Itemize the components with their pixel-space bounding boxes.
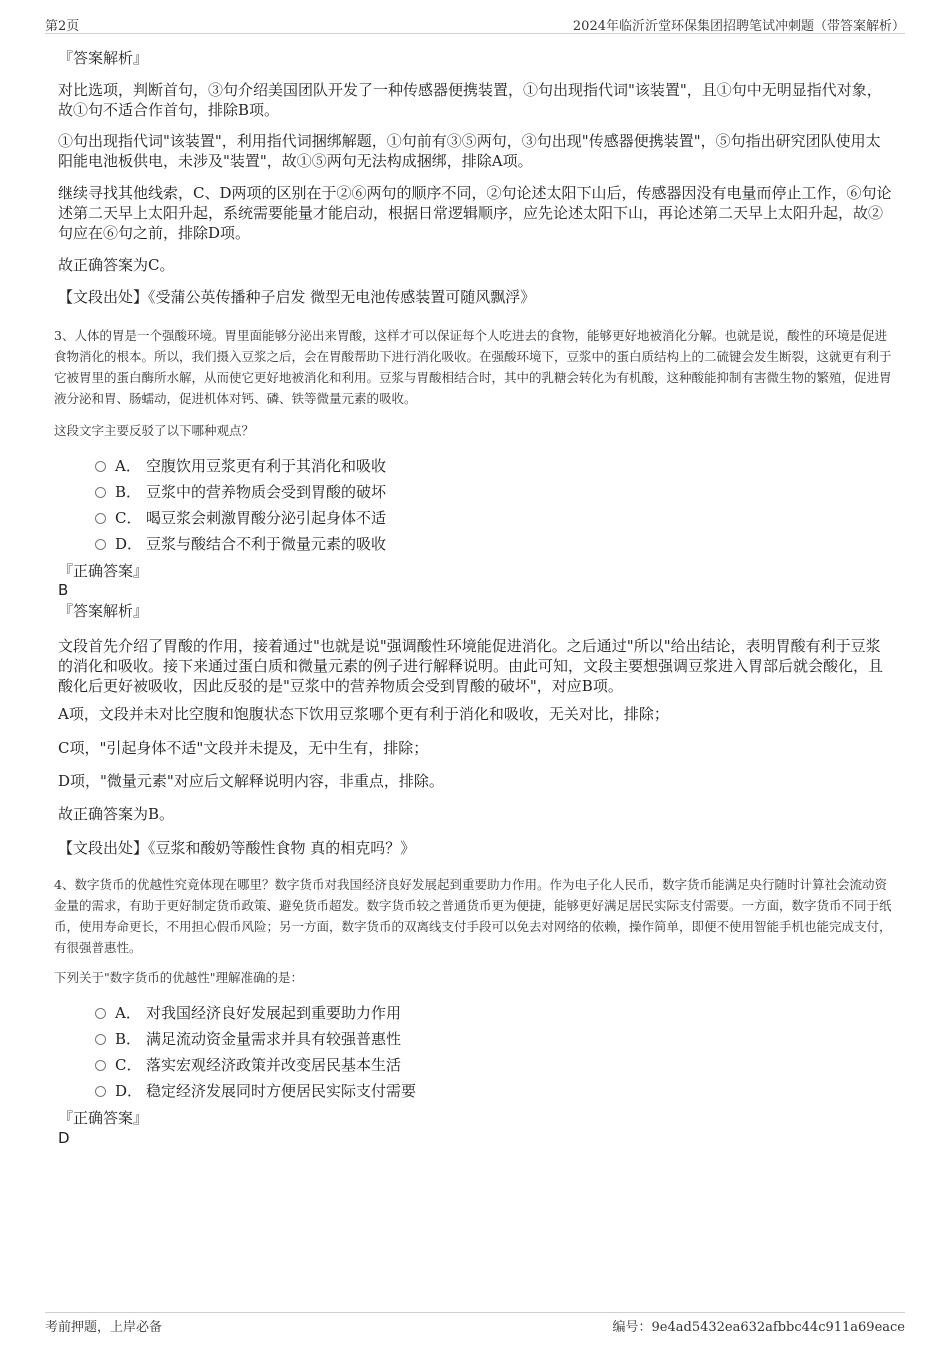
footer-slogan: 考前押题，上岸必备 <box>45 1320 163 1335</box>
question-3-option-d[interactable]: D． 豆浆与酸结合不利于微量元素的吸收 <box>95 534 386 554</box>
document-id: 编号：9e4ad5432ea632afbbc44c911a69eace <box>612 1320 905 1335</box>
question-4-option-b[interactable]: B． 满足流动资金量需求并具有较强普惠性 <box>95 1029 401 1049</box>
analysis-conclusion: 故正确答案为C。 <box>58 256 175 274</box>
analysis-label: 『答案解析』 <box>58 602 149 620</box>
radio-icon[interactable] <box>95 461 106 472</box>
radio-icon[interactable] <box>95 539 106 550</box>
radio-icon[interactable] <box>95 1034 106 1045</box>
question-3-text: 3、人体的胃是一个强酸环境。胃里面能够分泌出来胃酸，这样才可以保证每个人吃进去的食物，能够更好地被消化分解。也就是说，酸性的环境是促进食物消化的根本。所以，我们摄入豆浆之后，会在胃酸帮助下进行消化吸收。在强酸环境下，豆浆中的蛋白质结构上的二硫键会发生断裂，这就更有利于它被胃里的蛋白酶所水解，从而使它更好地被消化和利用。豆浆与胃酸相结合时，其中的乳糖会转化为有机酸，这种酸能抑制有害微生物的繁殖，促进胃液分泌和胃、肠蠕动，促进机体对钙、磷、铁等微量元素的吸收。 <box>54 328 892 406</box>
document-title: 2024年临沂沂堂环保集团招聘笔试冲刺题（带答案解析） <box>572 19 905 34</box>
question-3-option-a[interactable]: A． 空腹饮用豆浆更有利于其消化和吸收 <box>95 456 386 476</box>
analysis-paragraph: 对比选项，判断首句，③句介绍美国团队开发了一种传感器便携装置，①句出现指代词"该装置"，且①句中无明显指代对象，故①句不适合作首句，排除B项。 <box>58 81 882 119</box>
page-footer <box>45 1312 905 1339</box>
question-4-option-d[interactable]: D． 稳定经济发展同时方便居民实际支付需要 <box>95 1081 416 1101</box>
question-4-option-a[interactable]: A． 对我国经济良好发展起到重要助力作用 <box>95 1003 401 1023</box>
radio-icon[interactable] <box>95 487 106 498</box>
radio-icon[interactable] <box>95 513 106 524</box>
passage-source: 【文段出处】《受蒲公英传播种子启发 微型无电池传感装置可随风飘浮》 <box>58 288 536 306</box>
page-header <box>45 13 905 34</box>
radio-icon[interactable] <box>95 1008 106 1019</box>
question-3-prompt: 这段文字主要反驳了以下哪种观点？ <box>54 423 255 438</box>
question-4-option-c[interactable]: C． 落实宏观经济政策并改变居民基本生活 <box>95 1055 401 1075</box>
correct-answer: D <box>58 1129 70 1147</box>
analysis-paragraph: 继续寻找其他线索，C、D两项的区别在于②⑥两句的顺序不同，②句论述太阳下山后，传感器因没有电量而停止工作，⑥句论述第二天早上太阳升起，系统需要能量才能启动，根据日常逻辑顺序，应先论述太阳下山，再论述第二天早上太阳升起，故②句应在⑥句之前，排除D项。 <box>58 184 892 242</box>
analysis-paragraph: ①句出现指代词"该装置"，利用指代词捆绑解题，①句前有③⑤两句，③句出现"传感器便携装置"，⑤句指出研究团队使用太阳能电池板供电，未涉及"装置"，故①⑤两句无法构成捆绑，排除A项。 <box>58 132 881 170</box>
question-3-option-c[interactable]: C． 喝豆浆会刺激胃酸分泌引起身体不适 <box>95 508 386 528</box>
page-number: 第2页 <box>45 19 80 34</box>
analysis-paragraph: 文段首先介绍了胃酸的作用，接着通过"也就是说"强调酸性环境能促进消化。之后通过"所以"给出结论，表明胃酸有利于豆浆的消化和吸收。接下来通过蛋白质和微量元素的例子进行解释说明。由此可知，文段主要想强调豆浆进入胃部后就会酸化，且酸化后更好被吸收，因此反驳的是"豆浆中的营养物质会受到胃酸的破坏"，对应B项。 <box>58 637 884 695</box>
analysis-paragraph: C项，"引起身体不适"文段并未提及，无中生有，排除； <box>58 739 429 757</box>
analysis-label: 『答案解析』 <box>58 49 149 67</box>
analysis-conclusion: 故正确答案为B。 <box>58 805 175 823</box>
correct-answer-label: 『正确答案』 <box>58 1109 149 1127</box>
question-4-prompt: 下列关于"数字货币的优越性"理解准确的是： <box>54 970 303 985</box>
radio-icon[interactable] <box>95 1086 106 1097</box>
passage-source: 【文段出处】《豆浆和酸奶等酸性食物 真的相克吗？》 <box>58 839 416 857</box>
analysis-paragraph: D项，"微量元素"对应后文解释说明内容，非重点，排除。 <box>58 772 444 790</box>
radio-icon[interactable] <box>95 1060 106 1071</box>
question-4-text: 4、数字货币的优越性究竟体现在哪里？数字货币对我国经济良好发展起到重要助力作用。作为电子化人民币，数字货币能满足央行随时计算社会流动资金量的需求，有助于更好制定货币政策、避免货币超发。数字货币较之普通货币更为便捷，能够更好满足居民实际支付需要。一方面，数字货币不同于纸币，使用寿命更长，不用担心假币风险；另一方面，数字货币的双离线支付手段可以免去对网络的依赖，操作简单，即便不使用智能手机也能完成支付，有很强普惠性。 <box>54 877 892 955</box>
correct-answer: B <box>58 581 69 599</box>
question-3-option-b[interactable]: B． 豆浆中的营养物质会受到胃酸的破坏 <box>95 482 386 502</box>
correct-answer-label: 『正确答案』 <box>58 562 149 580</box>
analysis-paragraph: A项，文段并未对比空腹和饱腹状态下饮用豆浆哪个更有利于消化和吸收，无关对比，排除； <box>58 705 669 723</box>
